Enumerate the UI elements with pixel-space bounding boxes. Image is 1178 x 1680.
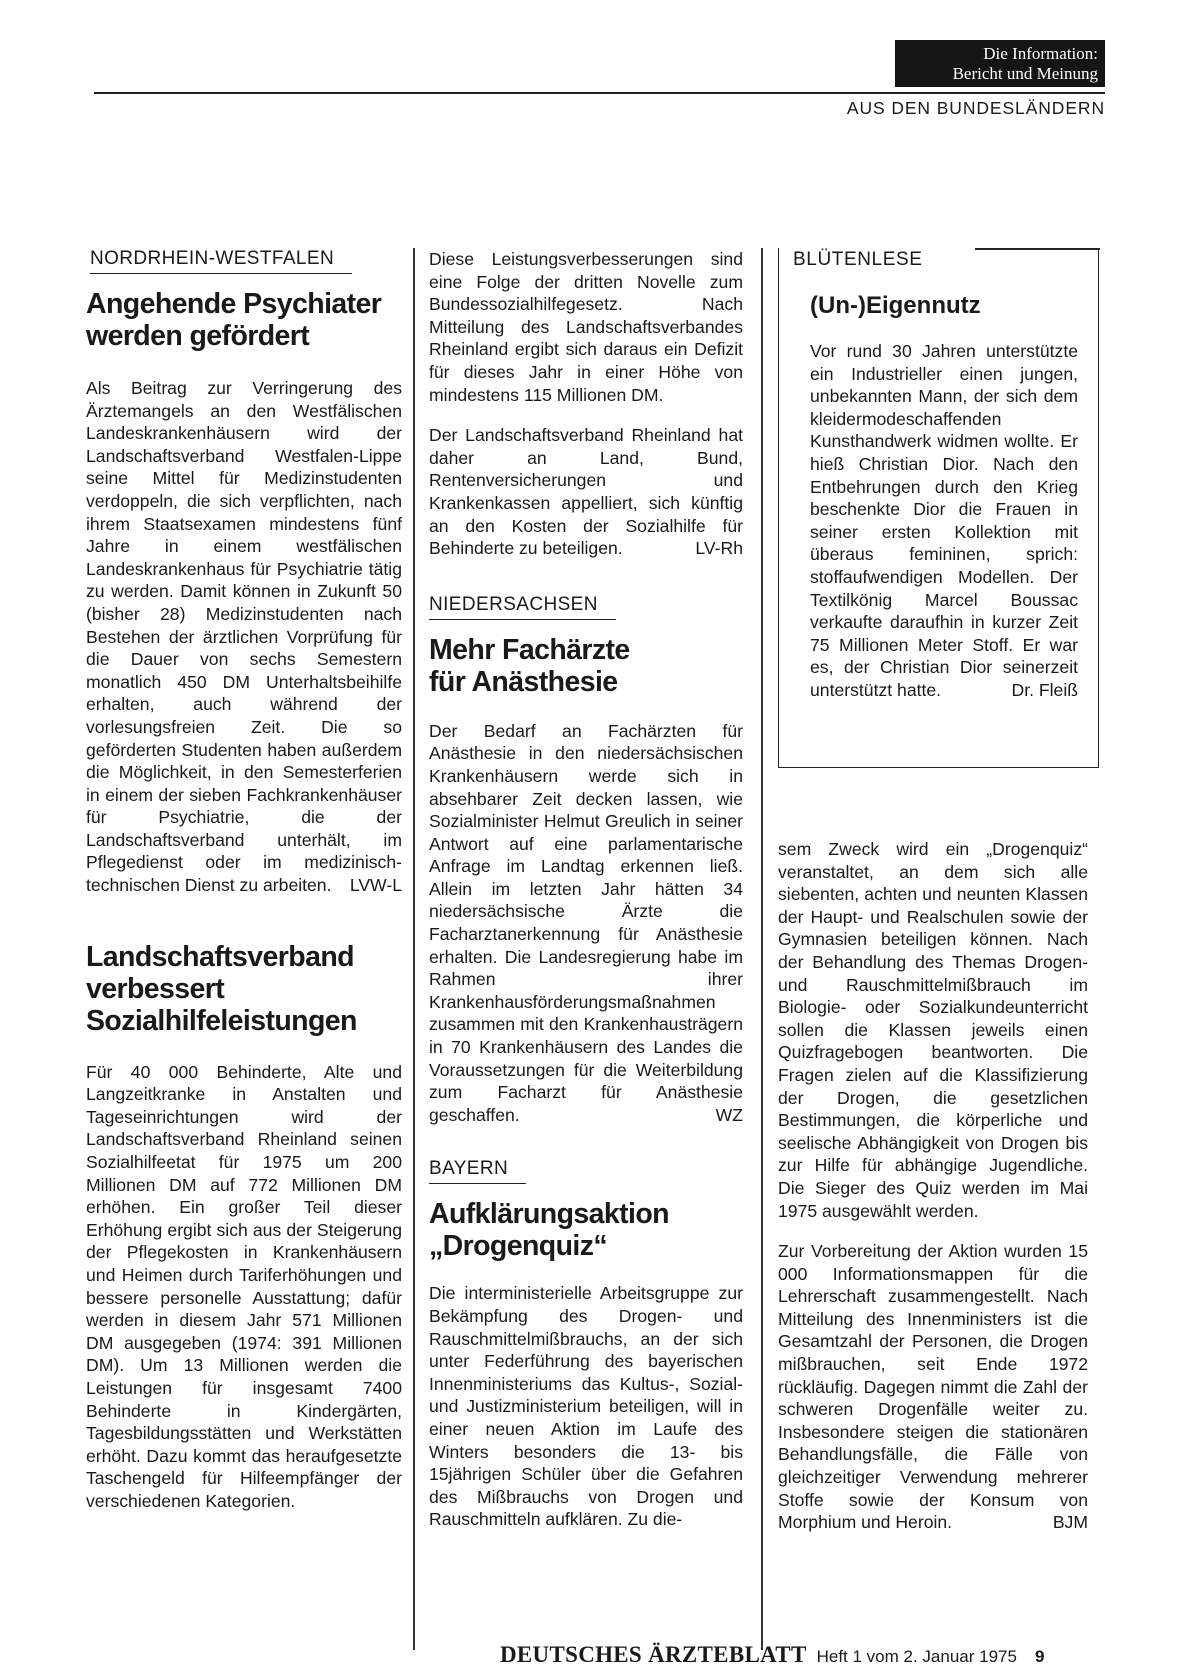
sidebar-label: BLÜTENLESE: [793, 249, 923, 270]
headline-bayern-line-1: Aufklärungsaktion: [429, 1198, 669, 1231]
article-body-nrw: [86, 377, 402, 897]
article-text-nds: Der Bedarf an Fachärzten für Anästhesie in den niedersächsischen Krankenhäusern werde sich in absehbarer Zeit decken lassen, wie Sozialminister Helmut Greulich in seiner Antwort auf eine parlamentarische Anfrage im Landtag erkennen ließ. Allein im letzten Jahr hätten 34 niedersächsische Ärzte die Facharztanerkennung für Anästhesie erhalten. Die Landesregierung habe im Rahmen ihrer Krankenhausförderungsmaßnahmen zusammen mit den Krankenhausträgern in 70 Krankenhäusern des Landes die Voraussetzungen für die Weiterbildung zum Facharzt für Anästhesie geschaffen.: [429, 720, 743, 1125]
footer-issue: Heft 1 vom 2. Januar 1975: [816, 1647, 1017, 1666]
signature-nrw: LVW-L: [349, 875, 402, 896]
sidebar-box-top-rule: [975, 248, 1100, 250]
headline-nrw-line-2: werden gefördert: [86, 320, 310, 352]
headline-lv: [86, 941, 402, 1037]
headline-nrw: [86, 288, 402, 352]
column-divider-2: [761, 248, 763, 1650]
column-3: [778, 838, 1088, 1534]
article-text-lv-part-3: Der Landschaftsverband Rheinland hat daher an Land, Bund, Rentenversicherungen und Krankenkassen appelliert, sich künftig an den Kosten der Sozialhilfe für Behinderte zu beteiligen.: [429, 425, 743, 559]
sidebar-text-block: [810, 340, 1078, 702]
rubric-nrw: NORDRHEIN-WESTFALEN: [90, 248, 352, 274]
headline-nds-line-2: für Anästhesie: [429, 665, 618, 698]
headline-nrw-line-1: Angehende Psychiater: [86, 288, 382, 320]
rubric-bayern: BAYERN: [429, 1158, 526, 1184]
headline-nds: [429, 634, 743, 698]
article-body-lv-part-2: Diese Leistungsverbesserungen sind eine Folge der dritten Novelle zum Bundessozialhilfegesetz. Nach Mitteilung des Landschaftsverbandes Rheinland ergibt sich daraus ein Defizit für dieses Jahr in einer Höhe von mindestens 115 Millionen DM.: [429, 249, 743, 405]
headline-nds-line-1: Mehr Fachärzte: [429, 633, 630, 666]
footer: [500, 1642, 1044, 1668]
column-1: [86, 248, 402, 1513]
headline-bayern: [429, 1198, 743, 1262]
signature-lv: LV-Rh: [695, 538, 743, 559]
article-body-nds: [429, 720, 743, 1127]
article-body-bayern-part-1: Die interministerielle Arbeitsgruppe zur Bekämpfung des Drogen- und Rauschmittelmißbrauchs, an der sich unter Federführung des bayerischen Innenministeriums das Kultus-, Sozial- und Justizministerium beteiligen, will in einer neuen Aktion im Laufe des Winters besonders die 13- bis 15jährigen Schüler über die Gefahren des Mißbrauchs von Drogen und Rauschmitteln aufklären. Zu die-: [429, 1283, 743, 1530]
article-text-nrw: Als Beitrag zur Verringerung des Ärztemangels an den Westfälischen Landeskrankenhäusern wird der Landschaftsverband Westfalen-Lippe seine Mittel für Medizinstudenten verdoppeln, die sich verpflichten, nach ihrem Staatsexamen mindestens fünf Jahre in einem westfälischen Landeskrankenhaus für Psychiatrie tätig zu werden. Damit können in Zukunft 50 (bisher 28) Medizinstudenten nach Bestehen der ärztlichen Vorprüfung für die Dauer von sechs Semestern monatlich 450 DM Unterhaltsbeihilfe erhalten, auch während der vorlesungsfreien Zeit. Die so geförderten Studenten haben außerdem die Möglichkeit, in den Semesterferien in einem der sieben Fachkrankenhäuser für Psychiatrie, die der Landschaftsverband unterhält, im Pflegedienst oder im medizinisch-technischen Dienst zu arbeiten.: [86, 378, 402, 896]
article-text-bayern-part-3: Zur Vorbereitung der Aktion wurden 15 000 Informationsmappen für die Lehrerschaft zusammengestellt. Nach Mitteilung des Innenministers ist die Gesamtzahl der Personen, die Drogen mißbrauchen, seit Ende 1972 rückläufig. Dagegen nimmt die Zahl der schweren Drogenfälle weiter zu. Insbesondere steigen die stationären Behandlungsfälle, die Fälle von gleichzeitiger Verwendung mehrerer Stoffe sowie der Konsum von Morphium und Heroin.: [778, 1241, 1088, 1533]
headline-lv-line-3: Sozialhilfeleistungen: [86, 1004, 357, 1037]
page-number: 9: [1034, 1647, 1045, 1666]
column-2: [429, 248, 743, 1531]
headline-lv-line-2: verbessert: [86, 972, 225, 1005]
sidebar-body: [810, 340, 1078, 702]
sidebar-text: Vor rund 30 Jahren unterstützte ein Industrieller einen jungen, unbekannten Mann, der sich dem kleidermodeschaffenden Kunsthandwerk widmen wollte. Er hieß Christian Dior. Nach den Entbehrungen durch den Krieg beschenkte Dior die Frauen in seiner ersten Kollektion mit überaus femininen, sprich: stoffaufwendigen Modellen. Der Textilkönig Marcel Boussac verkaufte daraufhin in kurzer Zeit 75 Millionen Meter Stoff. Er war es, der Christian Dior seinerzeit unterstützt hatte.: [810, 341, 1078, 700]
brand-box: [895, 40, 1105, 87]
section-label: AUS DEN BUNDESLÄNDERN: [846, 98, 1105, 118]
signature-nds: WZ: [715, 1104, 743, 1125]
article-body-lv-part-3: [429, 424, 743, 560]
column-divider-1: [413, 248, 415, 1650]
brand-line-2: Bericht und Meinung: [952, 64, 1098, 83]
article-body-bayern-part-3: [778, 1240, 1088, 1534]
brand-line-1: Die Information:: [983, 44, 1098, 63]
sidebar-title: (Un-)Eigennutz: [810, 292, 981, 319]
footer-masthead: DEUTSCHES ÄRZTEBLATT: [500, 1642, 807, 1667]
header-rule: [94, 92, 1105, 94]
headline-lv-line-1: Landschaftsverband: [86, 940, 354, 973]
signature-bayern: BJM: [1052, 1512, 1088, 1533]
article-body-bayern-part-2: sem Zweck wird ein „Drogenquiz“ veranstaltet, an dem sich alle siebenten, achten und neunten Klassen der Haupt- und Realschulen sowie der Gymnasien beteiligen können. Nach der Behandlung des Themas Drogen- und Rauschmittelmißbrauch im Biologie- oder Sozialkundeunterricht sollen die Klassen jeweils einen Quizfragebogen beantworten. Die Fragen zielen auf die Klassifizierung der Drogen, die gesetzlichen Bestimmungen, die körperliche und seelische Abhängigkeit von Drogen bis zur Hilfe für abhängige Jugendliche. Die Sieger des Quiz werden im Mai 1975 ausgewählt werden.: [778, 839, 1088, 1221]
rubric-nds: NIEDERSACHSEN: [429, 594, 616, 620]
sidebar-signature: Dr. Fleiß: [1011, 679, 1078, 700]
article-body-lv-part-1: Für 40 000 Behinderte, Alte und Langzeitkranke in Anstalten und Tageseinrichtungen wird der Landschaftsverband Rheinland seinen Sozialhilfeetat für 1975 um 200 Millionen DM auf 772 Millionen DM erhöhen. Ein großer Teil dieser Erhöhung ergibt sich aus der Steigerung der Pflegekosten in Krankenhäusern und Heimen durch Tariferhöhungen und bessere personelle Ausstattung; dafür werden in diesem Jahr 571 Millionen DM ausgegeben (1974: 391 Millionen DM). Um 13 Millionen werden die Leistungen für insgesamt 7400 Behinderte in Kindergärten, Tagesbildungsstätten und Werkstätten erhöht. Dazu kommt das heraufgesetzte Taschengeld für Hilfeempfänger der verschiedenen Kategorien.: [86, 1061, 402, 1511]
headline-bayern-line-2: „Drogenquiz“: [429, 1230, 608, 1263]
